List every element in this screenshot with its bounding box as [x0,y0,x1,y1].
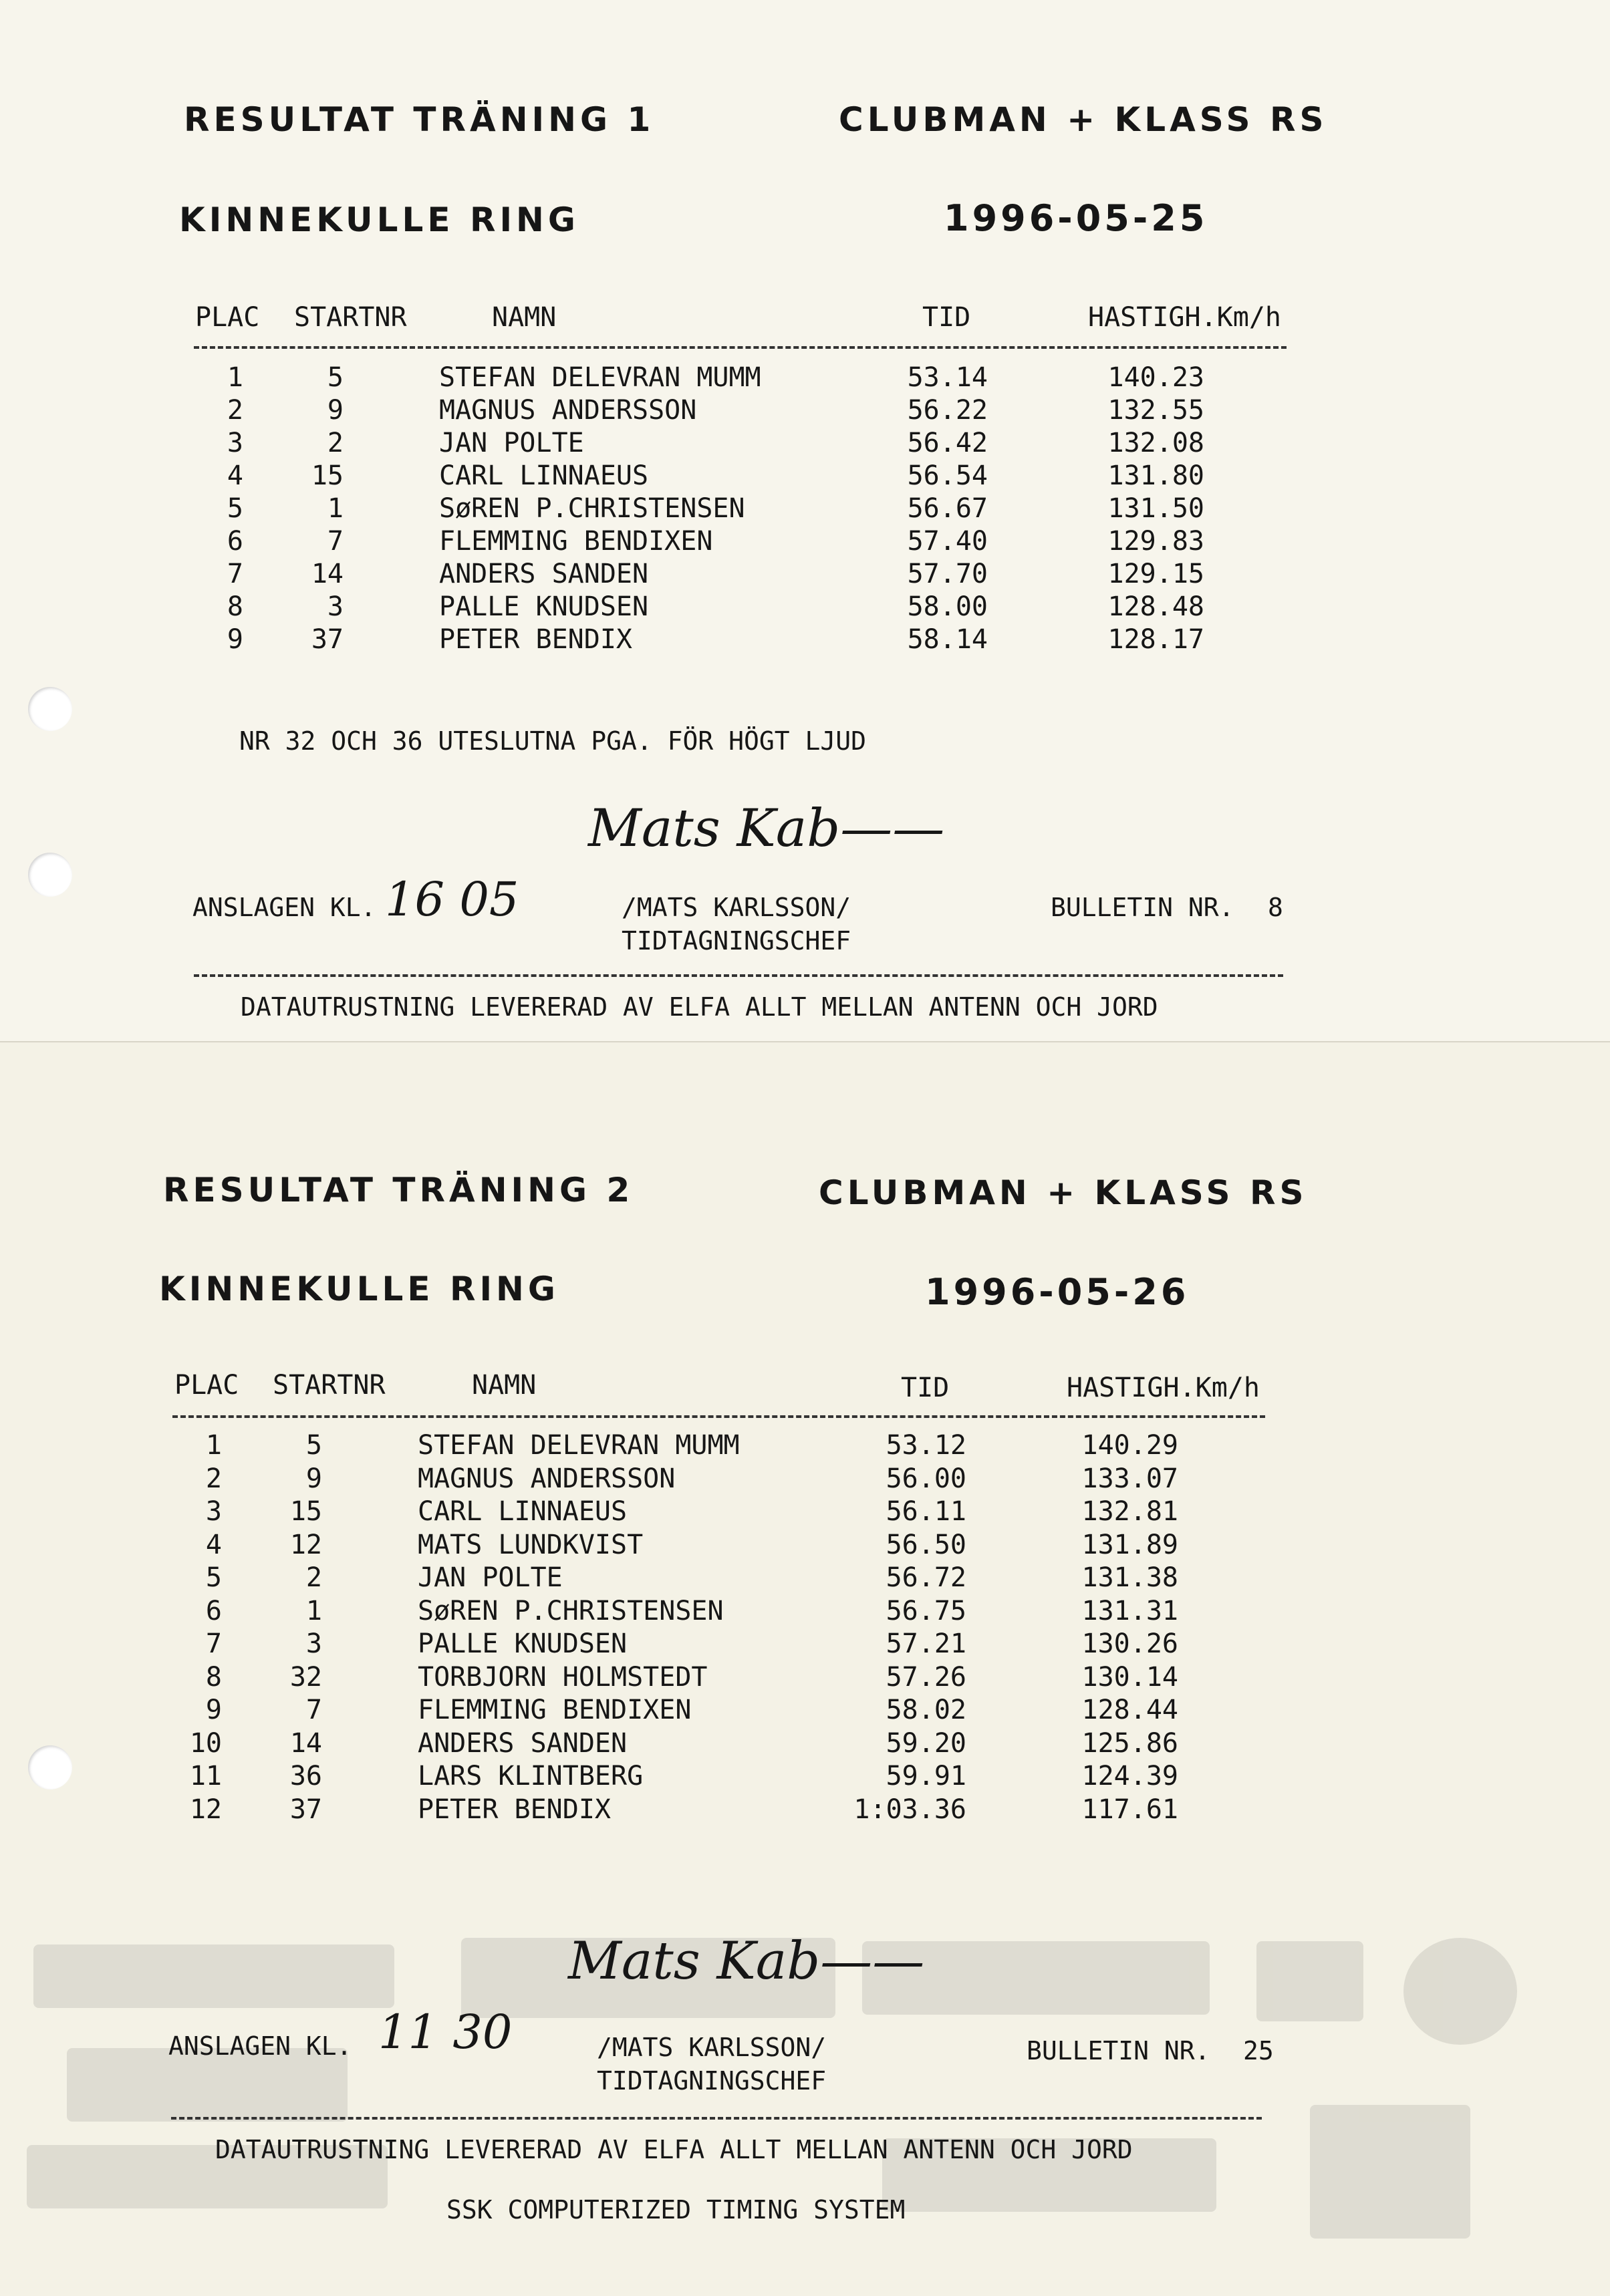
cell-startnr: 12 [289,1529,322,1560]
cell-namn: PALLE KNUDSEN [418,1628,628,1659]
system-line: SSK COMPUTERIZED TIMING SYSTEM [446,2195,906,2225]
cell-plac: 11 [189,1761,222,1791]
cell-hastigh: 131.80 [1107,460,1204,491]
cell-plac: 4 [227,460,243,491]
results-sheet-training-1 [0,0,1610,1042]
col-header-plac: PLAC [195,302,260,333]
col-header-plac: PLAC [174,1370,239,1401]
cell-startnr: 9 [327,395,344,426]
cell-hastigh: 125.86 [1081,1727,1178,1759]
bulletin-number: 25 [1243,2036,1274,2065]
cell-namn: PETER BENDIX [439,624,632,655]
cell-namn: LARS KLINTBERG [418,1761,644,1791]
cell-plac: 9 [227,624,243,655]
cell-hastigh: 131.89 [1081,1529,1178,1560]
cell-hastigh: 140.23 [1107,362,1204,393]
cell-startnr: 1 [305,1595,322,1626]
class-title: CLUBMAN + KLASS RS [819,1173,1308,1212]
cell-startnr: 14 [289,1727,322,1759]
cell-plac: 8 [205,1661,222,1693]
cell-namn: ANDERS SANDEN [439,559,649,589]
cell-tid: 53.14 [907,362,988,393]
bulletin-label: BULLETIN NR. [1051,893,1234,922]
cell-plac: 1 [227,362,243,393]
cell-tid: 57.40 [907,526,988,557]
cell-hastigh: 132.55 [1107,395,1204,426]
cell-namn: STEFAN DELEVRAN MUMM [439,362,761,393]
cell-hastigh: 128.44 [1081,1695,1178,1725]
event-date: 1996-05-25 [944,197,1208,239]
venue-title: KINNEKULLE RING [179,200,579,239]
cell-plac: 6 [205,1595,222,1626]
results-sheet-training-2 [0,1042,1610,2296]
cell-hastigh: 129.83 [1107,526,1204,557]
footer-text: DATAUTRUSTNING LEVERERAD AV ELFA ALLT MELLAN ANTENN OCH JORD [241,992,1158,1022]
signature: Mats Kab—— [588,799,945,859]
cell-startnr: 9 [305,1463,322,1494]
cell-startnr: 7 [305,1695,322,1725]
col-header-hastigh: HASTIGH.Km/h [1067,1373,1260,1403]
table-row [0,591,1610,625]
table-row [0,1596,1610,1629]
cell-hastigh: 131.38 [1081,1562,1178,1593]
cell-tid: 58.00 [907,591,988,622]
footer-rule [194,974,1283,977]
table-row [0,1628,1610,1662]
cell-tid: 57.26 [886,1661,966,1693]
cell-plac: 3 [227,428,243,458]
cell-namn: CARL LINNAEUS [439,460,649,491]
cell-tid: 57.70 [907,559,988,589]
cell-namn: MAGNUS ANDERSSON [418,1463,676,1494]
event-date: 1996-05-26 [925,1271,1190,1313]
cell-tid: 1:03.36 [853,1793,966,1825]
table-row [0,395,1610,428]
col-header-namn: NAMN [472,1370,537,1401]
cell-startnr: 14 [311,559,344,589]
cell-hastigh: 129.15 [1107,559,1204,589]
footer-rule [171,2117,1262,2120]
cell-startnr: 36 [289,1761,322,1791]
cell-startnr: 3 [327,591,344,622]
cell-hastigh: 130.14 [1081,1661,1178,1693]
cell-plac: 5 [205,1562,222,1593]
cell-tid: 56.42 [907,428,988,458]
exclusion-note: NR 32 OCH 36 UTESLUTNA PGA. FÖR HÖGT LJUD [239,726,866,756]
cell-plac: 8 [227,591,243,622]
cell-hastigh: 132.08 [1107,428,1204,458]
cell-namn: JAN POLTE [418,1562,563,1593]
cell-namn: MATS LUNDKVIST [418,1529,644,1560]
cell-startnr: 5 [305,1430,322,1461]
table-row [0,1496,1610,1530]
cell-plac: 7 [227,559,243,589]
signer-name: /MATS KARLSSON/ [597,2033,827,2062]
cell-hastigh: 140.29 [1081,1430,1178,1461]
col-header-startnr: STARTNR [273,1370,386,1401]
punch-hole [28,687,72,731]
cell-hastigh: 132.81 [1081,1496,1178,1527]
cell-startnr: 37 [311,624,344,655]
table-row [0,1695,1610,1728]
table-row [0,624,1610,658]
cell-namn: FLEMMING BENDIXEN [439,526,713,557]
footer-text: DATAUTRUSTNING LEVERERAD AV ELFA ALLT MELLAN ANTENN OCH JORD [215,2135,1133,2164]
table-row [0,1728,1610,1761]
class-title: CLUBMAN + KLASS RS [839,100,1328,139]
cell-namn: STEFAN DELEVRAN MUMM [418,1430,740,1461]
col-header-startnr: STARTNR [294,302,407,333]
cell-tid: 59.91 [886,1761,966,1791]
cell-tid: 56.50 [886,1529,966,1560]
cell-startnr: 32 [289,1661,322,1693]
page-title: RESULTAT TRÄNING 2 [163,1171,634,1209]
posted-time: 11 30 [378,2005,513,2059]
table-row [0,559,1610,592]
cell-tid: 56.75 [886,1595,966,1626]
cell-tid: 56.22 [907,395,988,426]
col-header-tid: TID [922,302,971,333]
cell-plac: 2 [227,395,243,426]
table-row [0,493,1610,527]
cell-startnr: 5 [327,362,344,393]
cell-tid: 56.11 [886,1496,966,1527]
cell-startnr: 37 [289,1793,322,1825]
col-header-namn: NAMN [492,302,557,333]
table-row [0,362,1610,396]
table-row [0,1761,1610,1794]
cell-namn: PETER BENDIX [418,1793,611,1825]
page-title: RESULTAT TRÄNING 1 [184,100,655,139]
cell-startnr: 3 [305,1628,322,1659]
cell-hastigh: 128.17 [1107,624,1204,655]
table-row [0,526,1610,559]
cell-namn: CARL LINNAEUS [418,1496,628,1527]
posted-label: ANSLAGEN KL. [168,2031,352,2061]
cell-hastigh: 128.48 [1107,591,1204,622]
posted-time: 16 05 [385,872,519,927]
punch-hole [28,853,72,897]
cell-startnr: 7 [327,526,344,557]
cell-startnr: 2 [327,428,344,458]
signer-title: TIDTAGNINGSCHEF [622,926,851,956]
table-row [0,1430,1610,1463]
venue-title: KINNEKULLE RING [159,1270,559,1308]
cell-startnr: 15 [311,460,344,491]
table-row [0,1530,1610,1563]
cell-plac: 2 [205,1463,222,1494]
table-row [0,1662,1610,1695]
cell-tid: 59.20 [886,1727,966,1759]
col-header-tid: TID [901,1373,950,1403]
table-row [0,1794,1610,1828]
cell-tid: 56.00 [886,1463,966,1494]
table-row [0,1463,1610,1497]
cell-plac: 5 [227,493,243,524]
cell-startnr: 2 [305,1562,322,1593]
col-header-hastigh: HASTIGH.Km/h [1088,302,1281,333]
cell-tid: 53.12 [886,1430,966,1461]
cell-namn: SøREN P.CHRISTENSEN [418,1595,724,1626]
posted-label: ANSLAGEN KL. [192,893,376,922]
cell-tid: 56.67 [907,493,988,524]
cell-plac: 9 [205,1695,222,1725]
cell-namn: ANDERS SANDEN [418,1727,628,1759]
cell-tid: 57.21 [886,1628,966,1659]
cell-startnr: 1 [327,493,344,524]
cell-plac: 10 [189,1727,222,1759]
cell-tid: 56.72 [886,1562,966,1593]
cell-hastigh: 133.07 [1081,1463,1178,1494]
cell-plac: 4 [205,1529,222,1560]
signature: Mats Kab—— [568,1931,925,1991]
cell-startnr: 15 [289,1496,322,1527]
cell-hastigh: 117.61 [1081,1793,1178,1825]
cell-tid: 56.54 [907,460,988,491]
cell-hastigh: 131.50 [1107,493,1204,524]
table-row [0,428,1610,461]
cell-plac: 7 [205,1628,222,1659]
cell-namn: PALLE KNUDSEN [439,591,649,622]
header-rule [172,1415,1265,1418]
cell-namn: FLEMMING BENDIXEN [418,1695,692,1725]
cell-tid: 58.14 [907,624,988,655]
signer-title: TIDTAGNINGSCHEF [597,2066,827,2096]
cell-hastigh: 131.31 [1081,1595,1178,1626]
bulletin-number: 8 [1268,893,1283,922]
header-rule [194,346,1287,349]
cell-plac: 6 [227,526,243,557]
cell-plac: 3 [205,1496,222,1527]
cell-hastigh: 130.26 [1081,1628,1178,1659]
signer-name: /MATS KARLSSON/ [622,893,851,922]
cell-namn: TORBJORN HOLMSTEDT [418,1661,708,1693]
cell-plac: 1 [205,1430,222,1461]
cell-tid: 58.02 [886,1695,966,1725]
bulletin-label: BULLETIN NR. [1027,2036,1210,2065]
cell-hastigh: 124.39 [1081,1761,1178,1791]
table-row [0,460,1610,494]
cell-namn: JAN POLTE [439,428,584,458]
cell-namn: MAGNUS ANDERSSON [439,395,697,426]
cell-namn: SøREN P.CHRISTENSEN [439,493,745,524]
table-row [0,1562,1610,1596]
cell-plac: 12 [189,1793,222,1825]
